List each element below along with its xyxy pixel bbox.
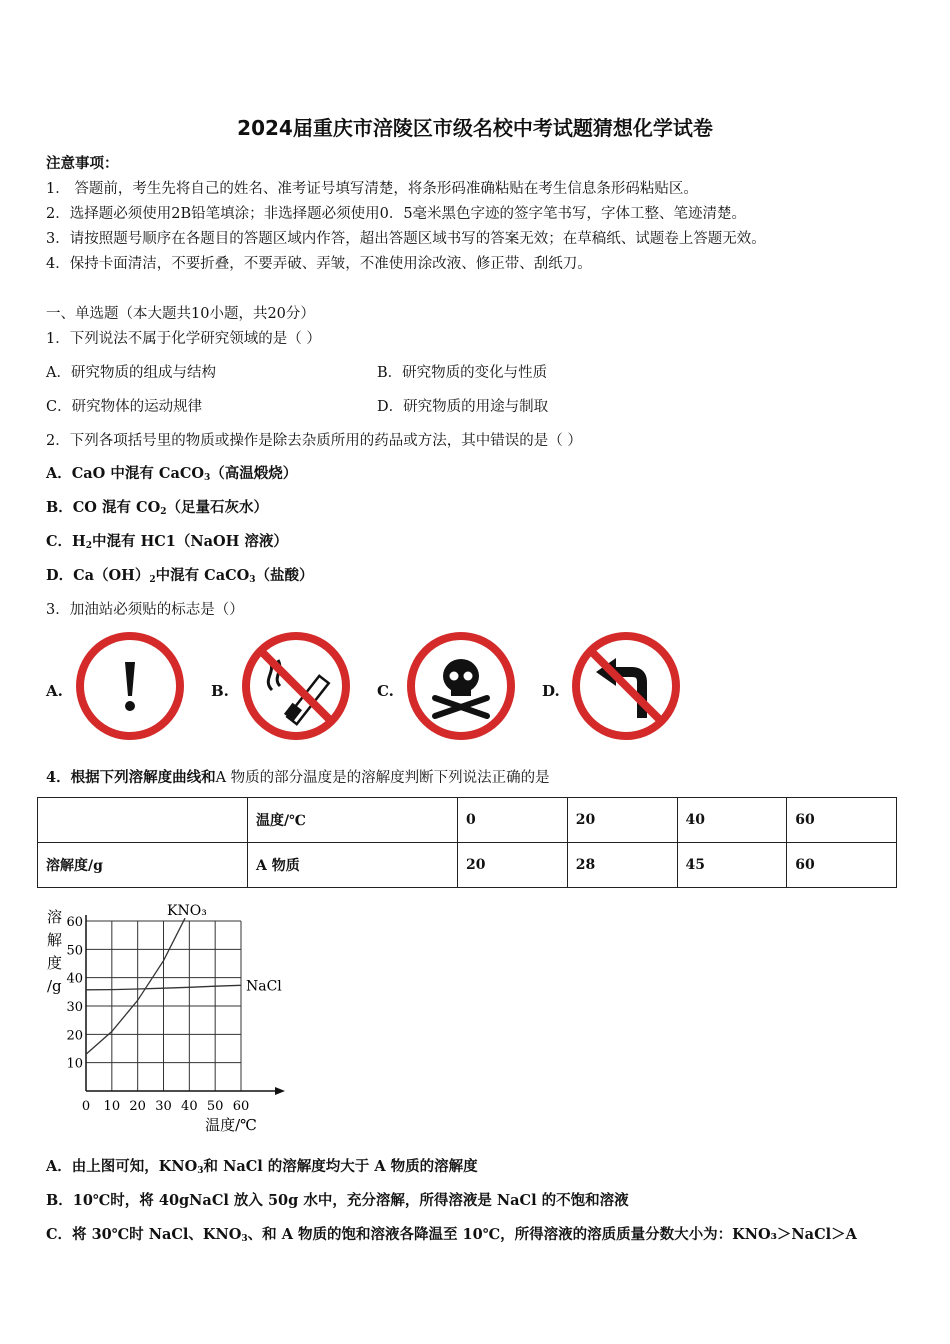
notice-item-1: 1． 答题前，考生先将自己的姓名、准考证号填写清楚，将条形码准确粘贴在考生信息条形码粘贴区。 <box>46 181 698 197</box>
y-tick-label: 60 <box>66 915 83 930</box>
x-tick-label: 0 <box>81 1099 91 1114</box>
y-axis-label: 溶 <box>47 908 63 926</box>
table-cell: 20 <box>567 798 677 843</box>
x-tick-label: 20 <box>129 1099 146 1114</box>
q3-label-d: D. <box>542 682 560 700</box>
no-left-turn-icon <box>572 632 680 740</box>
x-tick-label: 10 <box>103 1099 121 1114</box>
table-cell: 溶解度/g <box>38 843 248 888</box>
no-smoking-icon <box>242 632 350 740</box>
q2-stem: 2．下列各项括号里的物质或操作是除去杂质所用的药品或方法，其中错误的是（ ） <box>46 433 582 449</box>
y-axis-label: /g <box>47 977 62 995</box>
q3-label-c: C. <box>377 682 394 700</box>
q1-option-d: D．研究物质的用途与制取 <box>377 399 549 415</box>
table-cell: 0 <box>458 798 568 843</box>
notice-heading: 注意事项： <box>46 155 119 172</box>
x-tick-label: 40 <box>181 1099 198 1114</box>
q1-stem: 1．下列说法不属于化学研究领域的是（ ） <box>46 331 321 347</box>
x-tick-label: 50 <box>206 1099 224 1114</box>
y-tick-label: 40 <box>66 971 83 987</box>
q3-label-b: B. <box>211 682 229 700</box>
table-cell: 40 <box>677 798 787 843</box>
table-row <box>38 798 897 843</box>
notice-item-2: 2．选择题必须使用2B铅笔填涂；非选择题必须使用0．5毫米黑色字迹的签字笔书写，字体工整、笔迹清楚。 <box>46 206 747 222</box>
q4-option-b: B．10℃时，将 40gNaCl 放入 50g 水中，充分溶解，所得溶液是 NaCl 的不饱和溶液 <box>46 1192 629 1209</box>
q2-option-c: C．$H_2$中混有 HC1（NaOH 溶液） <box>46 533 288 551</box>
x-tick-label: 60 <box>232 1099 250 1114</box>
table-cell: 28 <box>567 843 677 888</box>
x-axis-label: 温度/℃ <box>205 1116 257 1134</box>
series-line-kno3 <box>86 918 185 1054</box>
q4-option-c: C．将 30℃时 NaCl、$KNO_3$、和 A 物质的饱和溶液各降温至 10℃，所得溶液的溶质质量分数大小为：KNO₃＞NaCl＞A <box>46 1226 857 1244</box>
x-axis-arrow <box>275 1087 285 1095</box>
exclamation-warning-icon <box>76 632 184 740</box>
y-tick-label: 10 <box>66 1056 83 1072</box>
q2-option-a: A．CaO 中混有 CaCO$_3$（高温煅烧） <box>46 465 298 483</box>
q2-option-b: B．CO 混有 $CO_2$（足量石灰水） <box>46 499 268 517</box>
y-axis-label: 解 <box>47 931 63 949</box>
series-label-nacl: NaCl <box>246 978 282 995</box>
table-cell <box>38 798 248 843</box>
y-axis-label: 度 <box>47 954 63 972</box>
x-tick-label: 30 <box>155 1099 172 1114</box>
notice-item-3: 3．请按照题号顺序在各题目的答题区域内作答，超出答题区域书写的答案无效；在草稿纸、试题卷上答题无效。 <box>46 231 766 247</box>
q3-stem: 3．加油站必须贴的标志是（） <box>46 602 244 618</box>
table-cell: A 物质 <box>248 843 458 888</box>
y-tick-label: 50 <box>66 943 83 959</box>
table-cell: 60 <box>787 798 897 843</box>
q3-label-a: A. <box>46 682 63 700</box>
poison-skull-icon <box>407 632 515 740</box>
y-tick-label: 20 <box>66 1028 83 1044</box>
q1-option-c: C．研究物体的运动规律 <box>46 399 203 415</box>
notice-item-4: 4．保持卡面清洁，不要折叠，不要弄破、弄皱，不准使用涂改液、修正带、刮纸刀。 <box>46 256 592 272</box>
q2-option-d: D．$Ca(OH)_2$中混有 CaCO$_3$（盐酸） <box>46 567 314 585</box>
section-heading: 一、单选题（本大题共10小题，共20分） <box>46 306 315 322</box>
q4-stem: 4．根据下列溶解度曲线和A 物质的部分温度是的溶解度判断下列说法正确的是 <box>46 769 550 786</box>
q4-option-a: A．由上图可知，$KNO_3$和 NaCl 的溶解度均大于 A 物质的溶解度 <box>46 1158 478 1176</box>
table-row <box>38 843 897 888</box>
page-title: 2024届重庆市涪陵区市级名校中考试题猜想化学试卷 <box>237 116 713 140</box>
y-tick-label: 30 <box>66 1000 83 1015</box>
series-label-kno3: KNO₃ <box>167 903 207 920</box>
solubility-table <box>37 797 897 888</box>
table-cell: 20 <box>458 843 568 888</box>
table-cell: 温度/℃ <box>248 798 458 843</box>
q1-option-b: B．研究物质的变化与性质 <box>377 365 548 381</box>
solubility-curve-chart <box>40 898 300 1140</box>
table-cell: 45 <box>677 843 787 888</box>
table-cell: 60 <box>787 843 897 888</box>
q1-option-a: A．研究物质的组成与结构 <box>46 365 216 381</box>
